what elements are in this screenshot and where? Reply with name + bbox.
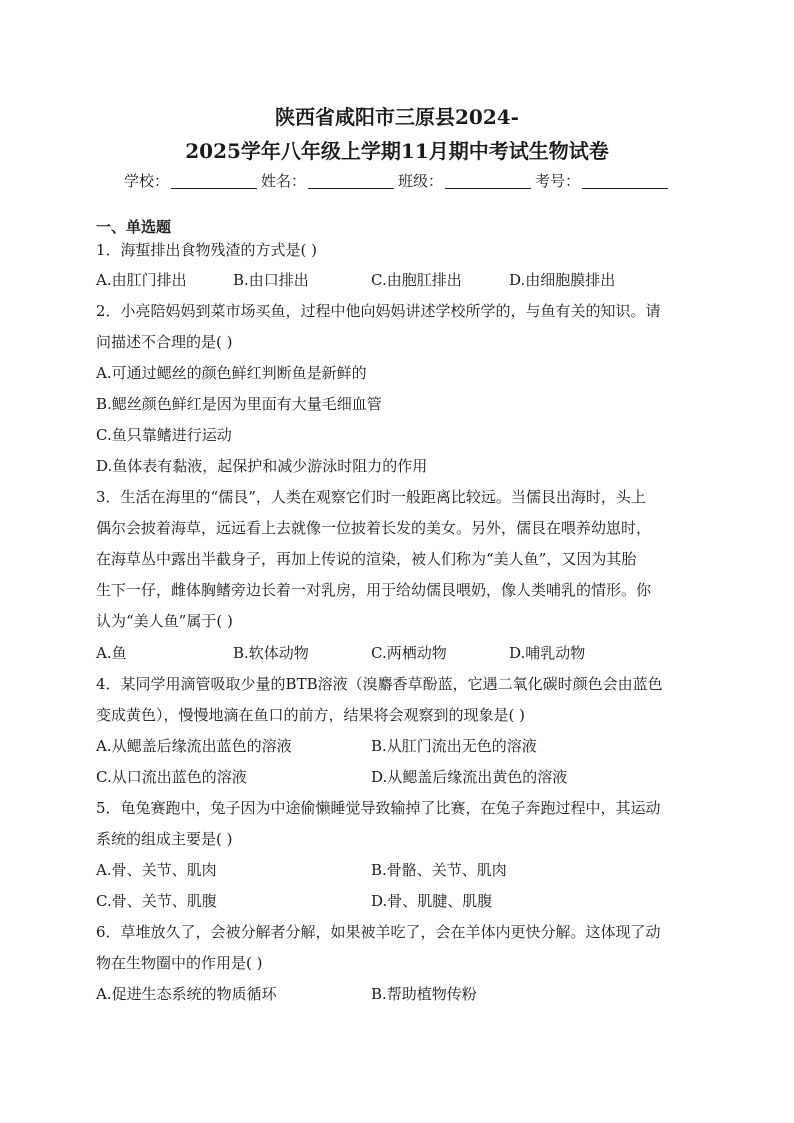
question-2-option-a[interactable]: A.可通过鳃丝的颜色鲜红判断鱼是新鲜的 <box>96 364 367 382</box>
question-2-option-d[interactable]: D.鱼体表有黏液，起保护和减少游泳时阻力的作用 <box>96 457 428 475</box>
question-5-stem-line-1: 5．龟兔赛跑中，兔子因为中途偷懒睡觉导致输掉了比赛，在兔子奔跑过程中，其运动 <box>96 799 661 817</box>
question-2-option-c[interactable]: C.鱼只靠鳍进行运动 <box>96 426 232 444</box>
question-3-stem-line-4: 生下一仔，雌体胸鳍旁边长着一对乳房，用于给幼儒艮喂奶，像人类哺乳的情形。你 <box>96 581 652 599</box>
number-field <box>535 170 672 192</box>
question-3-option-a[interactable]: A.鱼 <box>96 644 127 662</box>
question-1-option-b[interactable]: B.由口排出 <box>233 271 309 289</box>
question-5-option-d[interactable]: D.骨、肌腱、肌腹 <box>371 892 493 910</box>
class-label: 班级： <box>398 172 444 190</box>
name-field <box>261 170 398 192</box>
question-6-stem-line-2: 物在生物圈中的作用是( ) <box>96 954 263 972</box>
question-1-stem: 1．海蜇排出食物残渣的方式是( ) <box>96 241 318 259</box>
question-3-option-d[interactable]: D.哺乳动物 <box>509 644 586 662</box>
class-blank[interactable] <box>445 174 531 189</box>
question-4-stem-line-1: 4．某同学用滴管吸取少量的BTB溶液（溴麝香草酚蓝，它遇二氧化碳时颜色会由蓝色 <box>96 675 663 693</box>
name-blank[interactable] <box>308 174 394 189</box>
school-blank[interactable] <box>171 174 257 189</box>
question-4-option-a[interactable]: A.从鳃盖后缘流出蓝色的溶液 <box>96 737 292 755</box>
question-4-option-b[interactable]: B.从肛门流出无色的溶液 <box>371 737 537 755</box>
question-3-stem-line-2: 偶尔会披着海草，远远看上去就像一位披着长发的美女。另外，儒艮在喂养幼崽时， <box>96 519 652 537</box>
question-4-option-c[interactable]: C.从口流出蓝色的溶液 <box>96 768 247 786</box>
question-3-stem-line-1: 3．生活在海里的“儒艮”，人类在观察它们时一般距离比较远。当儒艮出海时，头上 <box>96 488 646 506</box>
question-6-option-a[interactable]: A.促进生态系统的物质循环 <box>96 985 277 1003</box>
question-4-stem-line-2: 变成黄色），慢慢地滴在鱼口的前方，结果将会观察到的现象是( ) <box>96 706 525 724</box>
question-5-option-b[interactable]: B.骨骼、关节、肌肉 <box>371 861 507 879</box>
class-field <box>398 170 535 192</box>
number-label: 考号： <box>535 172 581 190</box>
section-heading: 一、单选题 <box>96 218 172 236</box>
question-6-option-b[interactable]: B.帮助植物传粉 <box>371 985 477 1003</box>
question-1-option-d[interactable]: D.由细胞膜排出 <box>509 271 616 289</box>
question-2-stem-line-2: 问描述不合理的是( ) <box>96 333 233 351</box>
question-3-stem-line-3: 在海草丛中露出半截身子，再加上传说的渲染，被人们称为“美人鱼”，又因为其胎 <box>96 550 637 568</box>
school-field <box>124 170 261 192</box>
school-label: 学校： <box>124 172 170 190</box>
exam-title-line-2: 2025学年八年级上学期11月期中考试生物试卷 <box>185 139 609 163</box>
question-1-option-a[interactable]: A.由肛门排出 <box>96 271 187 289</box>
question-3-option-b[interactable]: B.软体动物 <box>233 644 309 662</box>
question-2-option-b[interactable]: B.鳃丝颜色鲜红是因为里面有大量毛细血管 <box>96 395 382 413</box>
name-label: 姓名： <box>261 172 307 190</box>
exam-title-line-1: 陕西省咸阳市三原县2024- <box>275 105 519 129</box>
student-info-row <box>124 170 672 192</box>
question-5-stem-line-2: 系统的组成主要是( ) <box>96 830 233 848</box>
question-3-stem-line-5: 认为“美人鱼”属于( ) <box>96 612 233 630</box>
question-1-option-c[interactable]: C.由胞肛排出 <box>371 271 462 289</box>
question-3-option-c[interactable]: C.两栖动物 <box>371 644 447 662</box>
number-blank[interactable] <box>582 174 668 189</box>
question-6-stem-line-1: 6．草堆放久了，会被分解者分解，如果被羊吃了，会在羊体内更快分解。这体现了动 <box>96 923 661 941</box>
question-5-option-a[interactable]: A.骨、关节、肌肉 <box>96 861 217 879</box>
question-2-stem-line-1: 2．小亮陪妈妈到菜市场买鱼，过程中他向妈妈讲述学校所学的，与鱼有关的知识。请 <box>96 302 661 320</box>
question-5-option-c[interactable]: C.骨、关节、肌腹 <box>96 892 217 910</box>
question-4-option-d[interactable]: D.从鳃盖后缘流出黄色的溶液 <box>371 768 568 786</box>
